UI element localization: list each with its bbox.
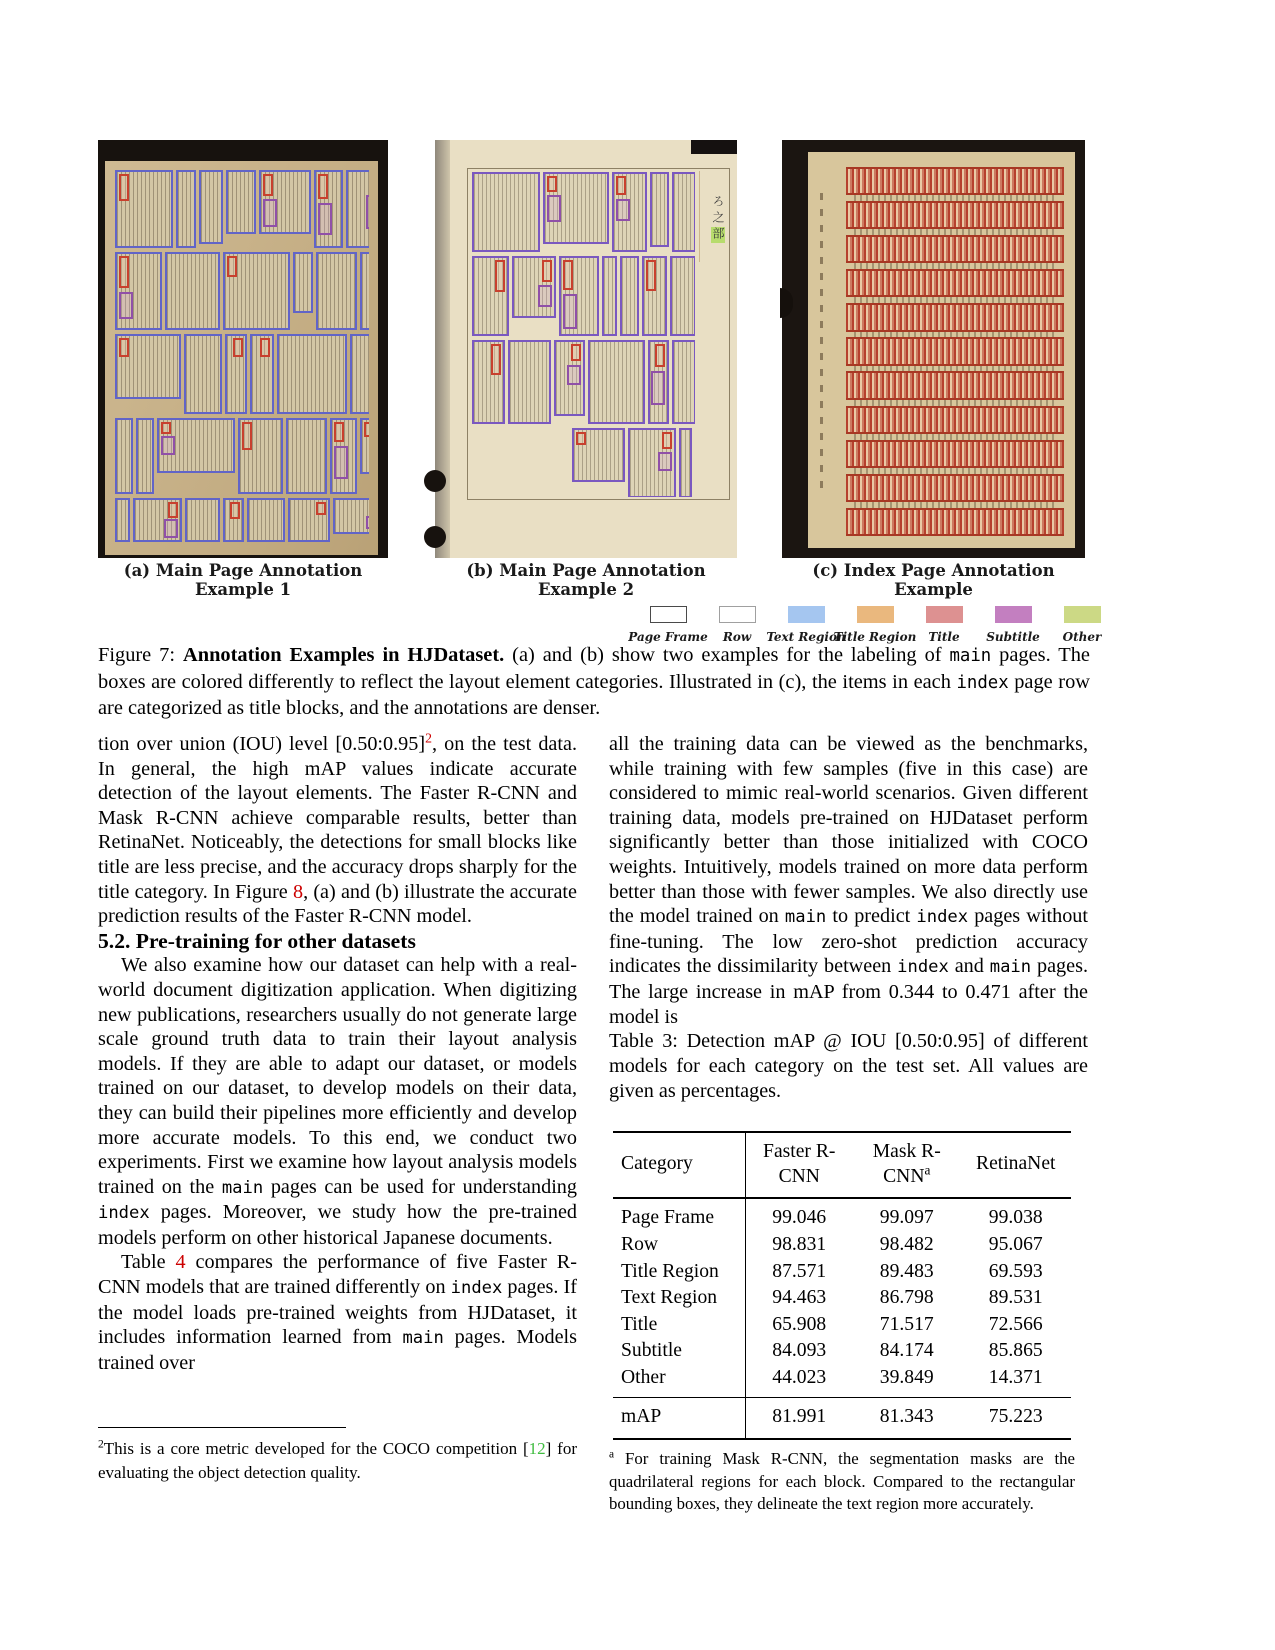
- subtitle-box-annotation: [366, 195, 369, 229]
- text-segment: main: [989, 957, 1032, 978]
- text-block-annotation: [293, 252, 313, 313]
- table-row: [613, 1232, 1071, 1259]
- table-header-cell: Faster R-CNN: [745, 1132, 853, 1198]
- legend-swatch: [995, 606, 1032, 623]
- text-block-annotation: [472, 256, 509, 336]
- legend-item: [1050, 606, 1114, 644]
- text-segment: main: [221, 1177, 264, 1198]
- title-box-annotation: [318, 174, 328, 199]
- title-box-annotation: [616, 176, 626, 195]
- text-block-annotation: [330, 418, 357, 494]
- text-segment: compares the performance of five Faster R-CNN models that are trained differently on: [98, 1251, 577, 1299]
- book-gutter: [435, 140, 450, 558]
- scanned-page-a: [105, 161, 378, 555]
- subcaption-a: (a) Main Page Annotation Example 1: [123, 561, 363, 599]
- text-block-annotation: [165, 252, 220, 330]
- table-cell: Title Region: [613, 1259, 745, 1286]
- legend-item: [766, 606, 846, 644]
- text-block-annotation: [572, 428, 625, 482]
- subtitle-box-annotation: [334, 446, 348, 479]
- subtitle-box-annotation: [164, 519, 178, 538]
- table-cell: 89.531: [988, 1287, 1043, 1309]
- table-cell: Other: [613, 1365, 745, 1398]
- left-column: [98, 732, 577, 1375]
- index-title-band: [846, 269, 1064, 297]
- table-cell: 39.849: [853, 1365, 961, 1398]
- table-cell: 99.046: [772, 1207, 827, 1229]
- table-header: [613, 1132, 1071, 1198]
- index-title-bands: [846, 167, 1064, 536]
- title-box-annotation: [161, 422, 171, 434]
- text-block-annotation: [199, 170, 223, 244]
- table-header-cell: RetinaNet: [961, 1132, 1072, 1198]
- text-segment: main: [402, 1328, 444, 1349]
- subtitle-box-annotation: [616, 199, 630, 220]
- annotation-row: [572, 428, 695, 497]
- title-box-annotation: [646, 260, 656, 291]
- table-cell: 95.067: [988, 1233, 1043, 1255]
- table-row: [613, 1338, 1071, 1365]
- text-block-annotation: [314, 170, 343, 248]
- footnote-text: [98, 1437, 577, 1484]
- title-box-annotation: [119, 174, 129, 201]
- table-footnote: [609, 1448, 1075, 1516]
- table-cell: 81.343: [879, 1406, 934, 1428]
- header-char: ろ: [711, 195, 725, 211]
- text-block-annotation: [238, 418, 284, 494]
- text-block-annotation: [136, 418, 154, 494]
- table-cell: 86.798: [879, 1287, 934, 1309]
- text-block-annotation: [350, 334, 369, 414]
- annotation-row: [472, 172, 695, 252]
- legend-label: Title Region: [833, 630, 917, 644]
- text-block-annotation: [679, 428, 692, 497]
- index-title-band: [846, 474, 1064, 502]
- subcaption-c: (c) Index Page Annotation Example: [812, 561, 1055, 599]
- figure-panel-c: [782, 140, 1085, 558]
- legend-swatch: [857, 606, 894, 623]
- index-title-band: [846, 371, 1064, 399]
- title-box-annotation: [316, 502, 326, 515]
- table-cell: 99.097: [879, 1207, 934, 1229]
- legend-item: [705, 606, 769, 644]
- annotation-area-a: [115, 170, 369, 549]
- text-block-annotation: [612, 172, 647, 252]
- table-row: [613, 1285, 1071, 1312]
- table-cell: 87.571: [772, 1260, 827, 1282]
- title-box-annotation: [576, 432, 586, 445]
- text-segment: pages. The boxes are colored differently to reflect the layout element categories. Illustrated in (c), the items in each: [98, 644, 1090, 693]
- table-row: [613, 1198, 1071, 1232]
- reference-link[interactable]: 4: [175, 1251, 186, 1274]
- table-cell: mAP: [613, 1398, 745, 1439]
- text-block-annotation: [472, 340, 505, 424]
- annotation-row: [115, 418, 369, 494]
- table-cell: Text Region: [613, 1285, 745, 1312]
- text-segment: main: [784, 907, 827, 928]
- header-char: 之: [711, 211, 725, 227]
- text-block-annotation: [184, 334, 222, 414]
- text-block-annotation: [115, 498, 130, 542]
- table-cell: 75.223: [988, 1406, 1043, 1428]
- text-block-annotation: [115, 252, 162, 330]
- photo-corner: [691, 140, 737, 154]
- table-row: [613, 1259, 1071, 1286]
- legend-label: Row: [722, 630, 752, 644]
- subtitle-box-annotation: [161, 436, 175, 455]
- text-block-annotation: [554, 340, 585, 416]
- title-box-annotation: [571, 344, 581, 361]
- index-title-band: [846, 440, 1064, 468]
- text-block-annotation: [628, 428, 676, 497]
- table-header-sup: a: [924, 1162, 931, 1178]
- figure-7: [98, 140, 1090, 558]
- index-title-band: [846, 406, 1064, 434]
- legend-swatch: [788, 606, 825, 623]
- table-cell: 14.371: [961, 1365, 1072, 1398]
- title-box-annotation: [491, 344, 501, 375]
- text-block-annotation: [648, 340, 669, 424]
- title-box-annotation: [230, 502, 240, 519]
- table-cell: 72.566: [988, 1313, 1043, 1335]
- title-box-annotation: [662, 432, 672, 449]
- index-title-band: [846, 235, 1064, 263]
- annotation-row: [115, 498, 369, 542]
- table-caption: Table 3: Detection mAP @ IOU [0.50:0.95] of different models for each category on the test set. All values are given as percentages.: [609, 1030, 1088, 1103]
- text-segment: pages. If the model loads pre-trained weights from HJDataset, it includes information learned from: [98, 1276, 577, 1349]
- legend-label: Title: [928, 630, 960, 644]
- text-block-annotation: [259, 170, 311, 234]
- binder-hole: [424, 526, 446, 548]
- text-segment: index: [98, 1203, 150, 1224]
- text-block-annotation: [115, 334, 181, 399]
- text-segment: For training Mask R-CNN, the segmentation masks are the quadrilateral regions for each block. Compared to the rectangular bounding boxes, they delineate the text region more accurately.: [609, 1449, 1075, 1514]
- text-segment: ] for evaluating the object detection quality.: [98, 1439, 577, 1482]
- header-char: 部: [711, 227, 725, 243]
- legend-swatch: [650, 606, 687, 623]
- text-block-annotation: [250, 334, 274, 414]
- paragraph: [98, 953, 577, 1250]
- legend-item: [912, 606, 976, 644]
- section-heading: 5.2. Pre-training for other datasets: [98, 928, 416, 953]
- table-header-cell: Mask R-CNN$^a$: [853, 1132, 961, 1198]
- text-block-annotation: [316, 252, 357, 330]
- page-footnote: [98, 1427, 577, 1484]
- figure-caption: [98, 643, 1090, 722]
- table-cell: 84.093: [772, 1340, 827, 1362]
- right-column: [609, 732, 1088, 1516]
- table-cell: 85.865: [988, 1340, 1043, 1362]
- title-box-annotation: [260, 338, 270, 357]
- figure-panel-a: [98, 140, 388, 558]
- legend-item: [628, 606, 708, 644]
- title-box-annotation: [334, 422, 344, 442]
- text-segment: tion over union (IOU) level [0.50:0.95]: [98, 733, 426, 755]
- footnote-rule: [98, 1427, 346, 1428]
- annotation-row: [472, 256, 695, 336]
- table-3: [613, 1131, 1071, 1440]
- title-box-annotation: [364, 422, 369, 437]
- text-segment: 2: [98, 1437, 104, 1451]
- title-box-annotation: [495, 260, 505, 292]
- annotation-area-b: [472, 172, 695, 497]
- text-segment: pages. Models trained over: [98, 1326, 577, 1374]
- table-cell: 44.023: [745, 1365, 853, 1398]
- text-block-annotation: [226, 170, 257, 234]
- table-cell: 98.482: [879, 1233, 934, 1255]
- table-cell: 84.174: [879, 1340, 934, 1362]
- figure-panel-b: [435, 140, 737, 558]
- text-block-annotation: [588, 340, 645, 424]
- reference-link[interactable]: 2: [425, 730, 432, 746]
- reference-link[interactable]: 12: [528, 1439, 546, 1458]
- title-box-annotation: [542, 260, 552, 282]
- subtitle-box-annotation: [658, 452, 672, 471]
- text-block-annotation: [642, 256, 667, 336]
- title-box-annotation: [263, 174, 273, 196]
- title-box-annotation: [233, 338, 243, 357]
- text-segment: pages can be used for understanding: [263, 1175, 577, 1198]
- reference-link[interactable]: 8: [292, 880, 304, 903]
- subtitle-box-annotation: [547, 195, 561, 222]
- table-cell: 69.593: [988, 1260, 1043, 1282]
- table-cell: 94.463: [772, 1287, 827, 1309]
- text-segment: We also examine how our dataset can help with a real-world document digitization application. When digitizing new publications, researchers usually do not generate large scale ground truth data to train their layout analysis models. If they are able to adapt our dataset, or models trained on our dataset, to develop models on their data, they can build their pipelines more efficiently and develop more accurate models. To this end, we conduct two experiments. First we examine how layout analysis models trained on the: [98, 954, 577, 1198]
- text-block-annotation: [115, 418, 133, 494]
- text-segment: and: [948, 955, 990, 978]
- title-box-annotation: [655, 344, 665, 367]
- text-block-annotation: [620, 256, 639, 336]
- table-header-cell: Category: [613, 1132, 745, 1198]
- text-segment: pages without fine-tuning. The low zero-shot prediction accuracy indicates the dissimilarity between: [609, 905, 1088, 978]
- text-block-annotation: [508, 340, 551, 424]
- subtitle-box-annotation: [563, 294, 577, 329]
- text-block-annotation: [650, 172, 669, 247]
- text-block-annotation: [133, 498, 182, 542]
- text-block-annotation: [176, 170, 196, 248]
- text-block-annotation: [223, 252, 289, 330]
- table-cell: Page Frame: [613, 1198, 745, 1232]
- text-segment: page row are categorized as title blocks, and the annotations are denser.: [98, 670, 1090, 720]
- subtitle-box-annotation: [263, 199, 277, 228]
- text-segment: This is a core metric developed for the COCO competition [: [103, 1439, 529, 1458]
- text-segment: index: [956, 672, 1009, 693]
- figure-legend: [628, 606, 1114, 644]
- text-segment: pages. The large increase in mAP from 0.344 to 0.471 after the model is: [609, 955, 1088, 1028]
- table-cell: Subtitle: [613, 1338, 745, 1365]
- text-block-annotation: [670, 256, 695, 336]
- title-box-annotation: [119, 338, 129, 357]
- text-block-annotation: [602, 256, 617, 336]
- table-cell: Row: [613, 1232, 745, 1259]
- table-cell: Title: [613, 1312, 745, 1339]
- index-title-band: [846, 167, 1064, 195]
- text-segment: a: [609, 1448, 615, 1461]
- text-block-annotation: [225, 334, 248, 414]
- subtitle-box-annotation: [318, 203, 332, 235]
- table-cell: 81.991: [772, 1406, 827, 1428]
- text-segment: index: [897, 957, 949, 978]
- legend-item: [833, 606, 917, 644]
- paragraph: [609, 732, 1088, 1029]
- table-cell: 89.483: [879, 1260, 934, 1282]
- title-box-annotation: [168, 502, 178, 518]
- page-header-text: [699, 171, 727, 262]
- text-block-annotation: [288, 498, 331, 542]
- index-title-band: [846, 303, 1064, 331]
- annotation-row: [115, 252, 369, 330]
- text-block-annotation: [360, 252, 369, 330]
- text-block-annotation: [360, 418, 369, 474]
- index-title-band: [846, 337, 1064, 365]
- table-row: [613, 1312, 1071, 1339]
- text-segment: , on the test data. In general, the high mAP values indicate accurate detection of the layout elements. The Faster R-CNN and Mask R-CNN achieve comparable results, better than RetinaNet. Noticeably, the detections for small blocks like title are less precise, and the accuracy drops sharply for the title category. In Figure: [98, 733, 577, 903]
- text-block-annotation: [559, 256, 599, 336]
- text-block-annotation: [672, 172, 695, 252]
- text-segment: Table: [121, 1251, 176, 1274]
- text-block-annotation: [346, 170, 369, 248]
- text-segment: (a) and (b) show two examples for the labeling of: [504, 644, 950, 666]
- legend-label: Subtitle: [986, 630, 1040, 644]
- text-block-annotation: [672, 340, 695, 424]
- annotation-row: [472, 340, 695, 424]
- legend-label: Page Frame: [628, 630, 708, 644]
- legend-swatch: [926, 606, 963, 623]
- text-block-annotation: [333, 498, 369, 534]
- title-box-annotation: [227, 256, 237, 277]
- paragraph: [98, 1250, 577, 1375]
- subtitle-box-annotation: [651, 371, 665, 405]
- subtitle-box-annotation: [567, 365, 581, 385]
- text-segment: index: [450, 1278, 503, 1299]
- table-cell: 98.831: [772, 1233, 827, 1255]
- table-cell: 65.908: [772, 1313, 827, 1335]
- text-segment: pages. Moreover, we study how the pre-trained models perform on other historical Japanese documents.: [98, 1201, 577, 1249]
- annotation-row: [115, 170, 369, 248]
- title-box-annotation: [119, 256, 129, 288]
- annotation-row: [115, 334, 369, 414]
- page-frame-b: [467, 168, 730, 500]
- legend-swatch: [719, 606, 756, 623]
- binder-hole: [424, 470, 446, 492]
- text-segment: index: [916, 907, 969, 928]
- text-segment: main: [949, 646, 992, 666]
- index-title-band: [846, 508, 1064, 536]
- subtitle-box-annotation: [538, 285, 552, 307]
- table-row: [613, 1365, 1071, 1398]
- table-cell: 71.517: [879, 1313, 934, 1335]
- title-box-annotation: [242, 422, 252, 450]
- text-block-annotation: [543, 172, 609, 244]
- title-box-annotation: [547, 176, 557, 192]
- text-block-annotation: [247, 498, 285, 542]
- margin-text-column: [820, 192, 823, 488]
- legend-item: [981, 606, 1045, 644]
- text-segment: Figure 7:: [98, 644, 183, 666]
- subtitle-box-annotation: [119, 292, 133, 319]
- text-block-annotation: [223, 498, 244, 542]
- text-segment: Annotation Examples in HJDataset.: [183, 644, 505, 666]
- legend-label: Text Region: [766, 630, 846, 644]
- table-map-row: [613, 1398, 1071, 1439]
- text-block-annotation: [157, 418, 235, 473]
- thumb-notch: [780, 288, 793, 318]
- paragraph: [98, 732, 577, 929]
- text-segment: to predict: [826, 905, 917, 928]
- text-segment: all the training data can be viewed as the benchmarks, while training with few samples (five in this case) are considered to mimic real-world scenarios. Given different training data, models pre-trained on HJDataset perform significantly better than those initialized with COCO weights. Intuitively, models trained on more data perform better than those with fewer samples. We also directly use the model trained on: [609, 733, 1088, 928]
- text-block-annotation: [115, 170, 173, 248]
- legend-label: Other: [1062, 630, 1102, 644]
- text-block-annotation: [286, 418, 327, 494]
- index-title-band: [846, 201, 1064, 229]
- text-segment: , (a) and (b) illustrate the accurate prediction results of the Faster R-CNN model.: [98, 880, 577, 928]
- title-box-annotation: [563, 260, 573, 290]
- legend-swatch: [1064, 606, 1101, 623]
- text-block-annotation: [185, 498, 220, 542]
- scanned-page-c: [808, 152, 1075, 548]
- text-block-annotation: [512, 256, 555, 318]
- subcaption-b: (b) Main Page Annotation Example 2: [466, 561, 706, 599]
- text-block-annotation: [277, 334, 347, 414]
- text-block-annotation: [472, 172, 540, 252]
- subtitle-box-annotation: [366, 516, 369, 529]
- table-cell: 99.038: [988, 1207, 1043, 1229]
